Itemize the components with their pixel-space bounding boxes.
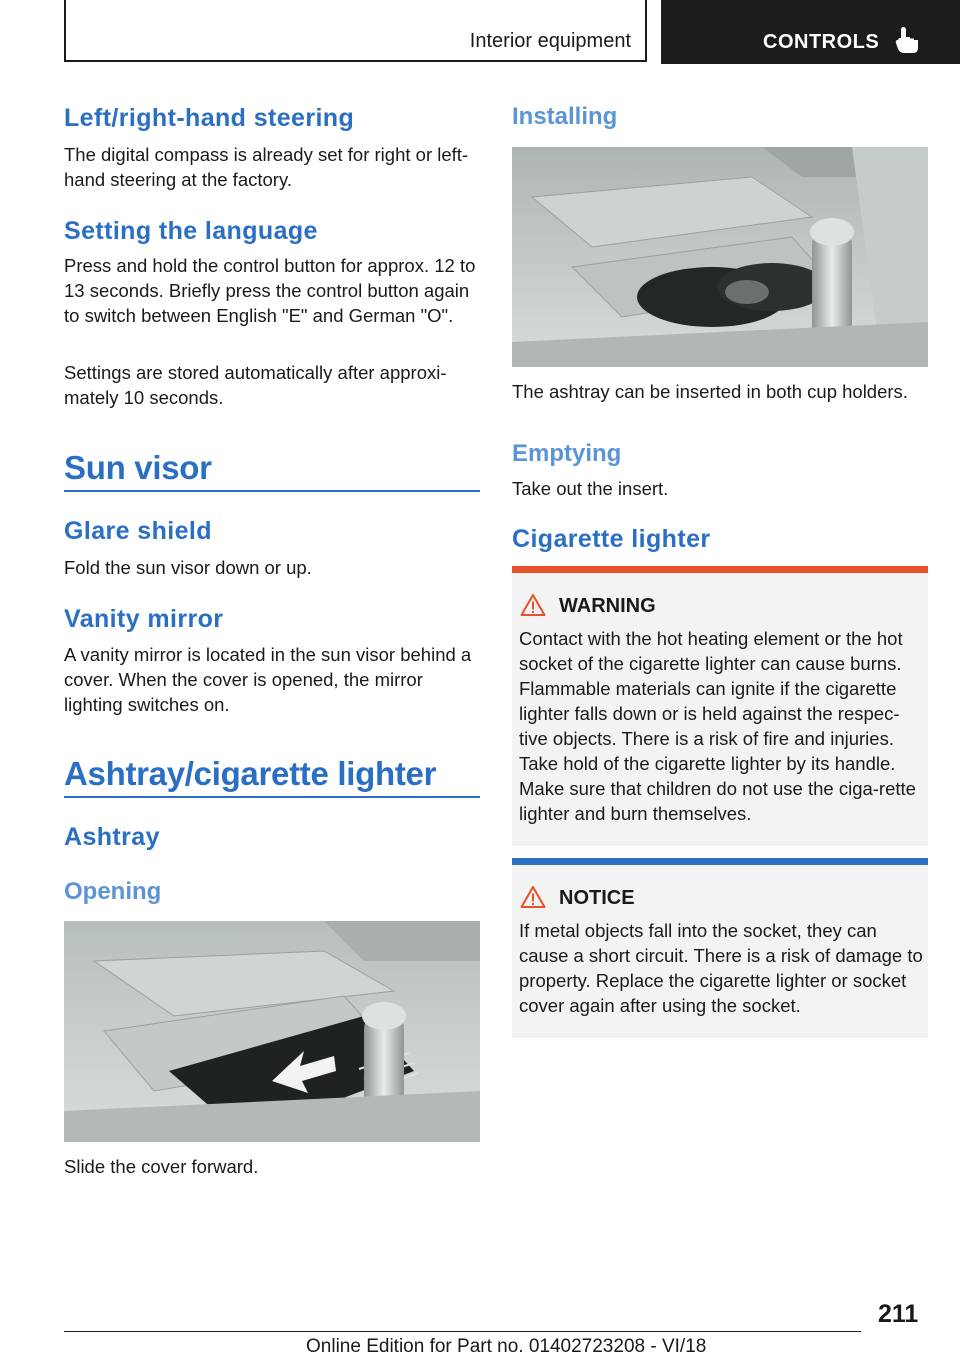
footer-edition: Online Edition for Part no. 01402723208 - VI/18: [306, 1336, 707, 1357]
ashtray-section-rule: [64, 796, 480, 798]
steering-heading: Left/right-hand steering: [64, 104, 355, 132]
header-chapter-label: CONTROLS: [763, 31, 880, 53]
page-number: 211: [878, 1300, 919, 1328]
steering-text: The digital compass is already set for right or left-hand steering at the factory.: [64, 144, 469, 190]
ashtray-section-heading: Ashtray/cigarette lighter: [64, 755, 437, 792]
opening-heading: Opening: [64, 878, 162, 905]
ashtray-heading: Ashtray: [64, 823, 160, 851]
sun-visor-heading: Sun visor: [64, 449, 212, 486]
ashtray-installing-image: [512, 147, 928, 367]
warning-text: Contact with the hot heating element or the hot socket of the cigarette lighter can cause burns. Flammable materials can ignite if the cigarette lighter falls down or is held against the respec-tive objects. There is a risk of fire and injuries. Take hold of the cigarette lighter by its handle. Make sure that children do not use the ciga-rette lighter and burn themselves.: [519, 628, 916, 824]
glare-shield-text: Fold the sun visor down or up.: [64, 557, 312, 578]
vanity-mirror-text: A vanity mirror is located in the sun visor behind a cover. When the cover is opened, the mirror lighting switches on.: [64, 644, 472, 715]
hand-pointer-icon: [895, 26, 921, 54]
warning-bar: [512, 566, 928, 573]
ashtray-opening-image: [64, 921, 480, 1142]
emptying-heading: Emptying: [512, 440, 622, 467]
language-text: Press and hold the control button for approx. 12 to 13 seconds. Briefly press the control button again to switch between English "E" and German "O".: [64, 255, 476, 326]
notice-box: [512, 858, 928, 1038]
installing-heading: Installing: [512, 103, 618, 130]
notice-bar: [512, 858, 928, 865]
warning-title: WARNING: [559, 595, 656, 617]
vanity-mirror-heading: Vanity mirror: [64, 605, 224, 633]
opening-caption: Slide the cover forward.: [64, 1156, 259, 1177]
cigarette-lighter-heading: Cigarette lighter: [512, 525, 711, 553]
installing-caption: The ashtray can be inserted in both cup holders.: [512, 381, 908, 402]
emptying-text: Take out the insert.: [512, 478, 669, 499]
footer-rule: [64, 1331, 861, 1332]
header-section-title: Interior equipment: [469, 30, 631, 52]
warning-triangle-icon: [520, 885, 546, 909]
header-chapter-tab[interactable]: [661, 0, 960, 64]
notice-text: If metal objects fall into the socket, they can cause a short circuit. There is a risk of damage to property. Replace the cigarette lighter or socket cover again after using the socket.: [519, 920, 923, 1016]
language-note: Settings are stored automatically after approxi-mately 10 seconds.: [64, 362, 447, 408]
language-heading: Setting the language: [64, 217, 318, 245]
glare-shield-heading: Glare shield: [64, 517, 212, 545]
notice-title: NOTICE: [559, 887, 635, 909]
warning-box: [512, 566, 928, 846]
warning-triangle-icon: [520, 593, 546, 617]
sun-visor-rule: [64, 490, 480, 492]
header-section-box: [64, 0, 647, 62]
